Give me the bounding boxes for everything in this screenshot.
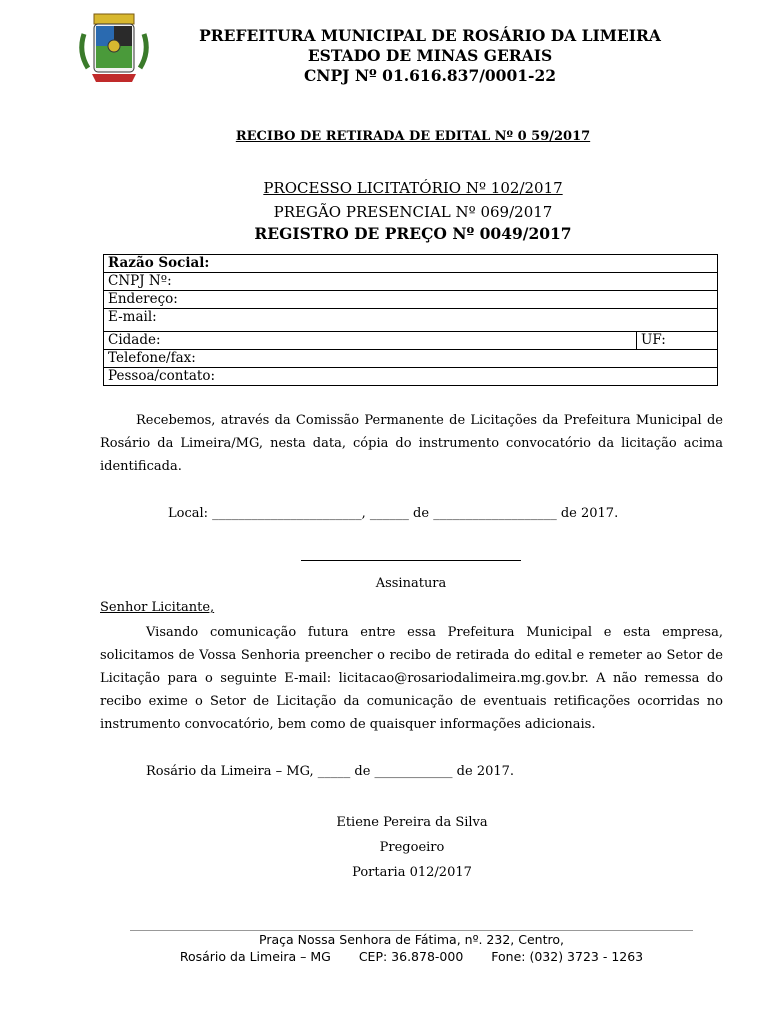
auction-number: PREGÃO PRESENCIAL Nº 069/2017 [273,203,553,221]
signer-portaria: Portaria 012/2017 [352,865,472,880]
price-registry-number: REGISTRO DE PREÇO Nº 0049/2017 [254,224,572,243]
signature-label: Assinatura [375,576,447,591]
cidade-field[interactable]: Cidade: [104,332,637,350]
receipt-paragraph: Recebemos, através da Comissão Permanente de Licitações da Prefeitura Municipal de Rosário da Limeira/MG, nesta data, cópia do instrumento convocatório da licitação acima identificada. [100,413,723,474]
instructions-paragraph: Visando comunicação futura entre essa Prefeitura Municipal e esta empresa, solicitamos de Vossa Senhoria preencher o recibo de retirada do edital e remeter ao Setor de Licitação para o seguinte E-mail: licitacao@rosariodalimeira.mg.gov.br. A não remessa do recibo exime o Setor de Licitação da comunicação de eventuais retificações ocorridas no instrumento convocatório, bem como de quaisquer informações adicionais. [100,625,723,732]
company-info-form [103,254,718,386]
endereco-field[interactable]: Endereço: [104,291,718,309]
municipal-crest-logo [74,12,154,92]
footer-address: Praça Nossa Senhora de Fátima, nº. 232, Centro, [259,932,564,947]
footer-contact [130,949,693,964]
telefone-field[interactable]: Telefone/fax: [104,350,718,368]
cnpj-field[interactable]: CNPJ Nº: [104,273,718,291]
header [160,26,700,86]
header-line-3: CNPJ Nº 01.616.837/0001-22 [303,66,557,85]
footer-city: Rosário da Limeira – MG [179,949,331,964]
footer-divider [130,930,693,931]
footer-phone: Fone: (032) 3723 - 1263 [491,949,644,964]
process-number: PROCESSO LICITATÓRIO Nº 102/2017 [263,179,563,197]
pessoa-contato-field[interactable]: Pessoa/contato: [104,368,718,386]
razao-social-field[interactable]: Razão Social: [104,255,718,273]
date-line: Rosário da Limeira – MG, _____ de ____________ de 2017. [146,764,515,779]
email-field[interactable]: E-mail: [104,309,718,332]
local-date-line: Local: _______________________, ______ de ___________________ de 2017. [168,506,619,521]
uf-field[interactable]: UF: [637,332,718,350]
header-line-1: PREFEITURA MUNICIPAL DE ROSÁRIO DA LIMEIRA [199,26,661,45]
header-line-2: ESTADO DE MINAS GERAIS [307,46,553,65]
salutation: Senhor Licitante, [100,600,215,615]
signature-line [301,560,521,561]
receipt-title: RECIBO DE RETIRADA DE EDITAL Nº 0 59/2017 [235,129,591,144]
signer-role: Pregoeiro [379,840,445,855]
signer-name: Etiene Pereira da Silva [336,815,488,830]
footer-cep: CEP: 36.878-000 [358,949,464,964]
